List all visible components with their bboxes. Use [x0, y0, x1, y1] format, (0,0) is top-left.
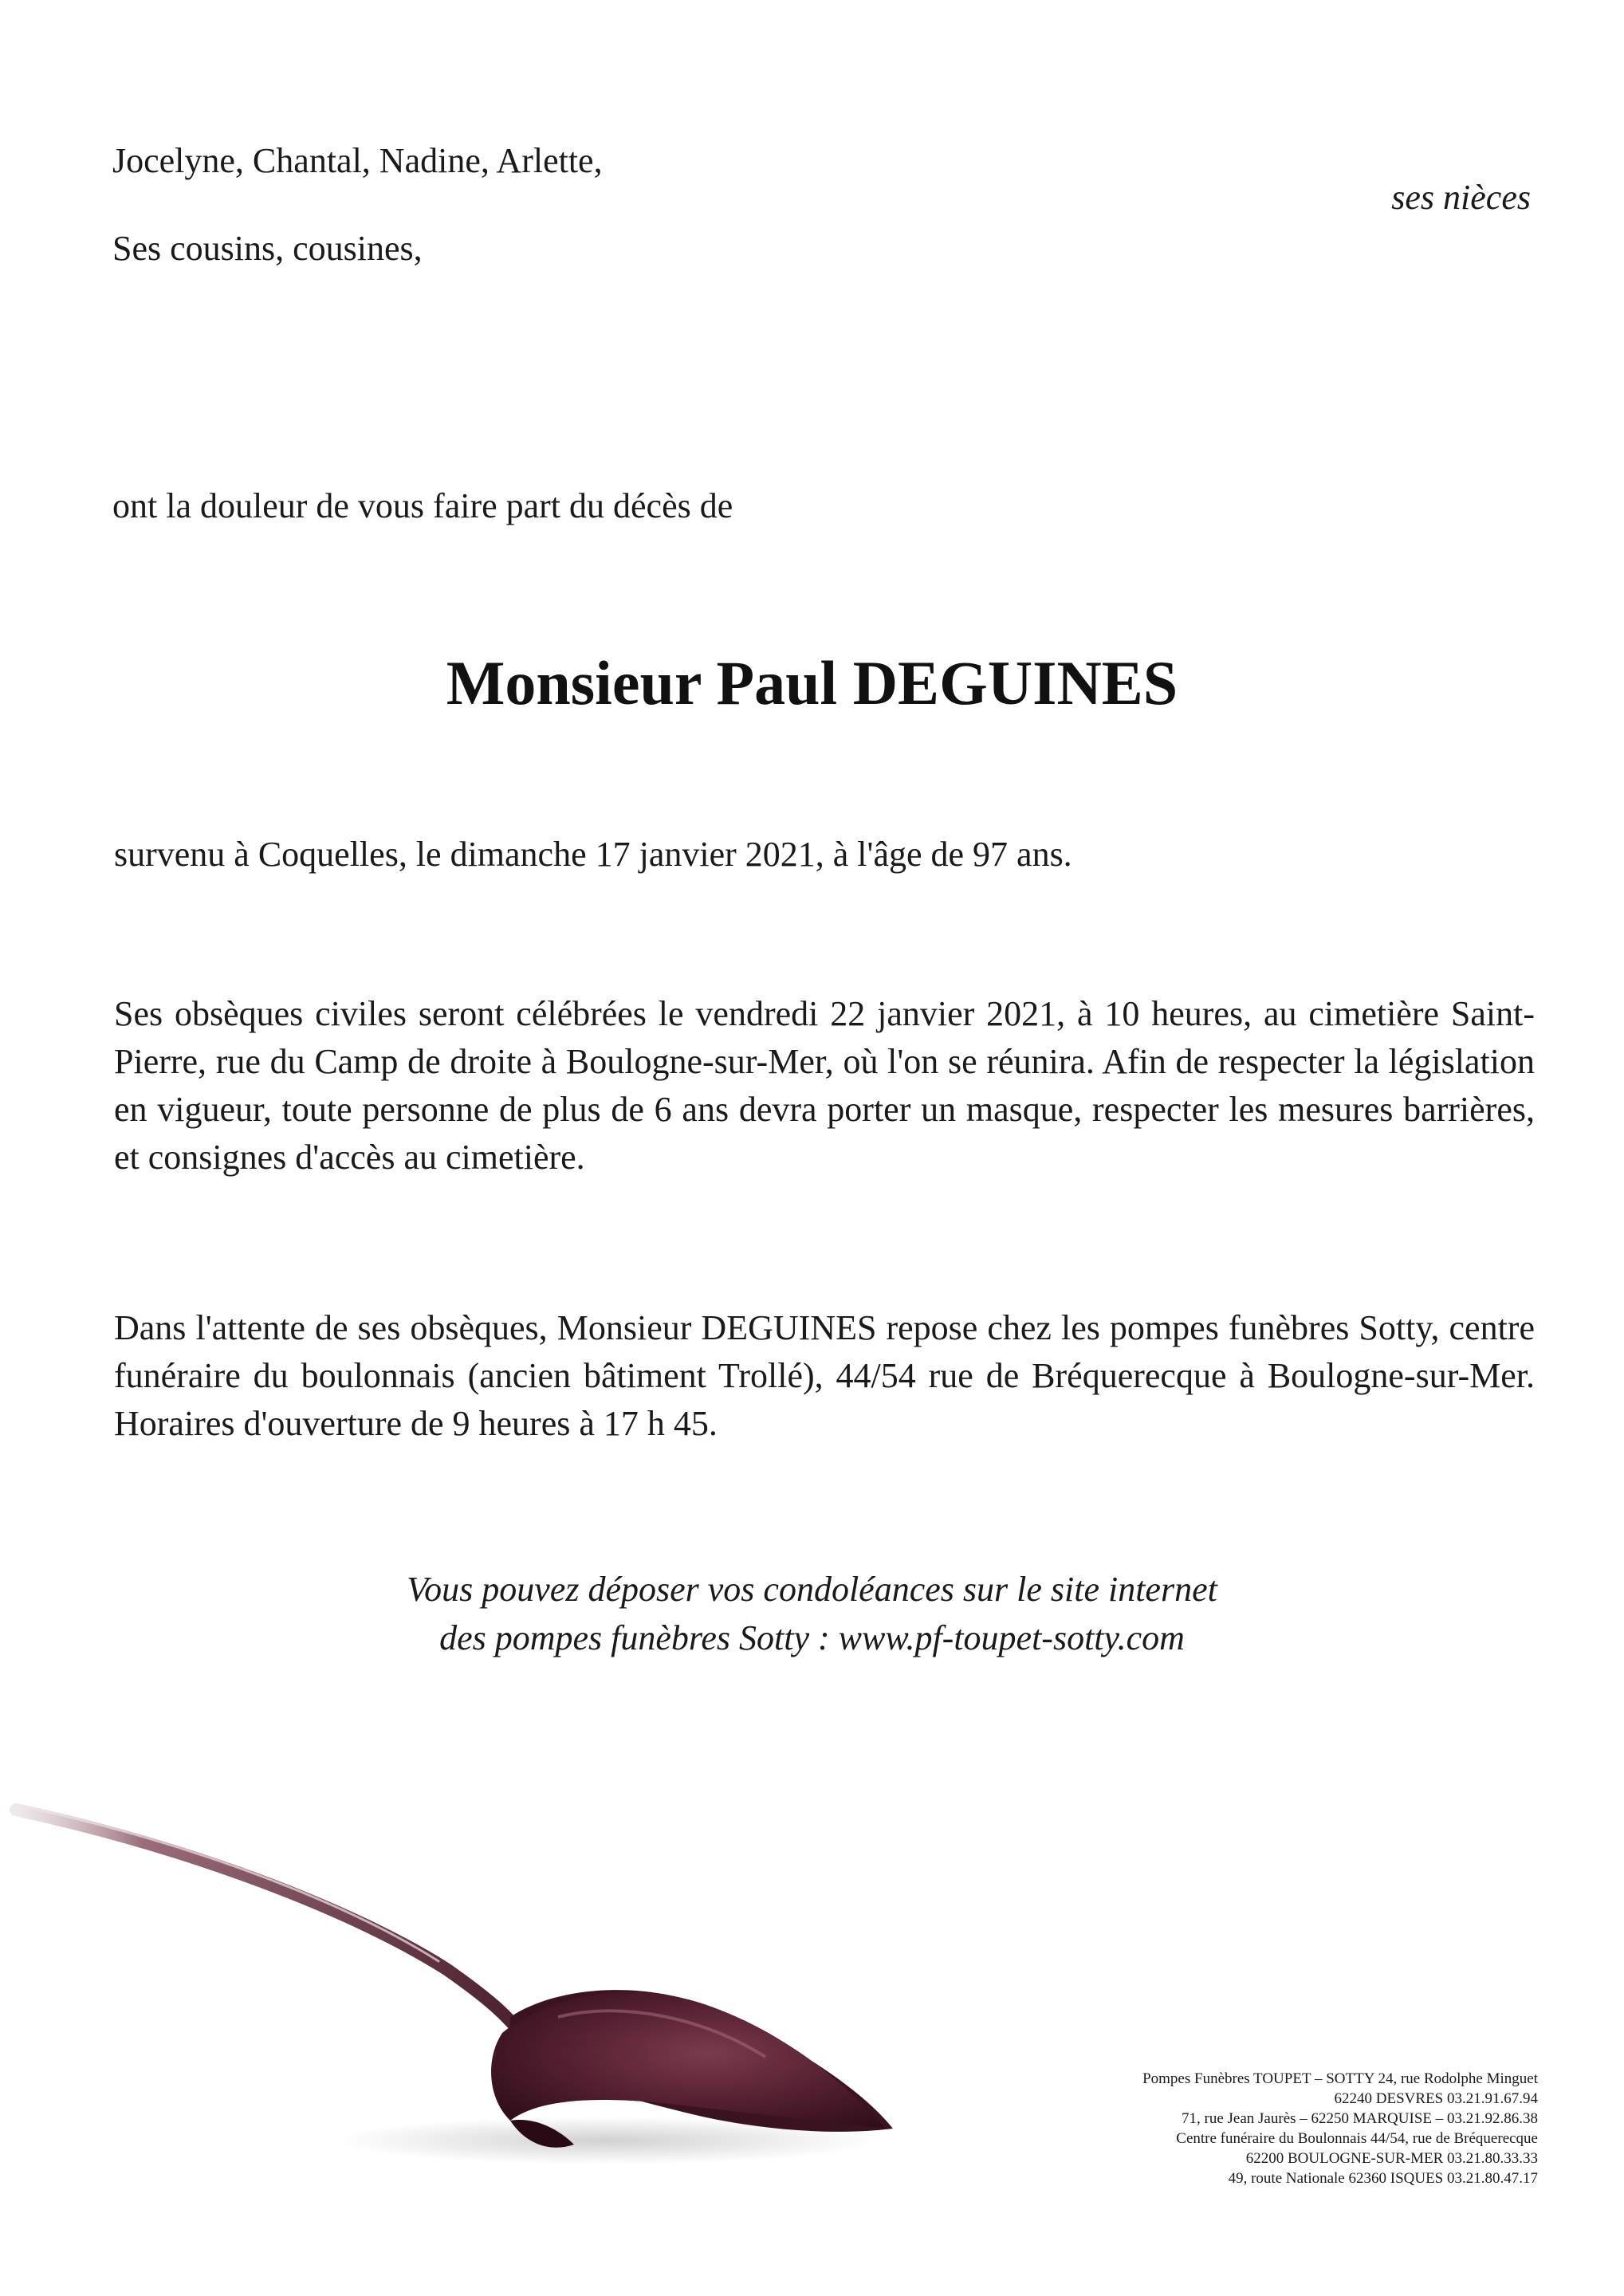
footer-line: 71, rue Jean Jaurès – 62250 MARQUISE – 03.21.92.86.38 — [1182, 2110, 1538, 2127]
family-names-line: Jocelyne, Chantal, Nadine, Arlette, — [112, 141, 603, 180]
flower-stem — [16, 1810, 526, 2041]
calla-lily-illustration — [0, 1778, 957, 2192]
condolences-line-2: des pompes funèbres Sotty : www.pf-toupet-sotty.com — [439, 1618, 1185, 1657]
rest-paragraph: Dans l'attente de ses obsèques, Monsieur DEGUINES repose chez les pompes funèbres Sotty, centre funéraire du boulonnais (ancien bâtiment Trollé), 44/54 rue de Bréquerecque à Boulogne-sur-Mer. Horaires d'ouverture de 9 heures à 17 h 45. — [114, 1308, 1535, 1443]
footer-line: 49, route Nationale 62360 ISQUES 03.21.80.47.17 — [1228, 2170, 1538, 2187]
condolences-line-1: Vous pouvez déposer vos condoléances sur le site internet — [407, 1570, 1217, 1609]
funeral-home-footer — [1142, 2069, 1538, 2188]
announcement-line: ont la douleur de vous faire part du décès de — [112, 486, 733, 525]
deceased-name: Monsieur Paul DEGUINES — [446, 648, 1178, 718]
funeral-paragraph: Ses obsèques civiles seront célébrées le vendredi 22 janvier 2021, à 10 heures, au cimetière Saint-Pierre, rue du Camp de droite à Boulogne-sur-Mer, où l'on se réunira. Afin de respecter la législation en vigueur, toute personne de plus de 6 ans devra porter un masque, respecter les mesures barrières, et consignes d'accès au cimetière. — [114, 994, 1535, 1177]
footer-line: 62200 BOULOGNE-SUR-MER 03.21.80.33.33 — [1245, 2150, 1538, 2167]
footer-line: 62240 DESVRES 03.21.91.67.94 — [1334, 2090, 1538, 2107]
family-relation: ses nièces — [1391, 178, 1531, 217]
footer-line: Centre funéraire du Boulonnais 44/54, rue de Bréquerecque — [1176, 2130, 1538, 2147]
cousins-line: Ses cousins, cousines, — [112, 229, 423, 268]
death-details: survenu à Coquelles, le dimanche 17 janvier 2021, à l'âge de 97 ans. — [114, 835, 1072, 874]
footer-line: Pompes Funèbres TOUPET – SOTTY 24, rue Rodolphe Minguet — [1142, 2070, 1538, 2087]
